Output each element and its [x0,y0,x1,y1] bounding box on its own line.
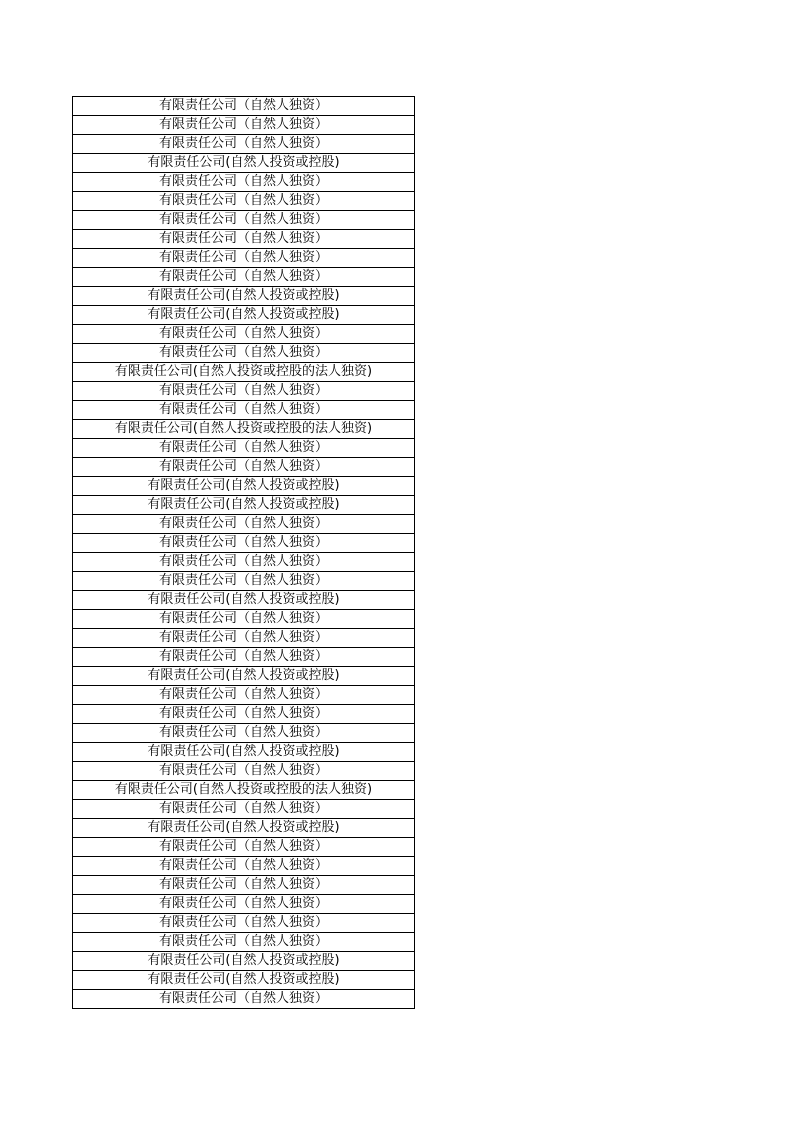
table-row [73,363,415,382]
company-type-cell: 有限责任公司(自然人投资或控股的法人独资) [73,420,415,439]
table-row [73,268,415,287]
table-row [73,477,415,496]
table-row [73,135,415,154]
table-row [73,914,415,933]
company-type-cell: 有限责任公司（自然人独资） [73,116,415,135]
company-type-cell: 有限责任公司（自然人独资） [73,515,415,534]
table-row [73,553,415,572]
company-type-cell: 有限责任公司(自然人投资或控股) [73,496,415,515]
company-type-cell: 有限责任公司(自然人投资或控股) [73,952,415,971]
company-type-cell: 有限责任公司（自然人独资） [73,458,415,477]
company-type-table [72,96,415,1009]
table-row [73,781,415,800]
table-row [73,458,415,477]
company-type-cell: 有限责任公司（自然人独资） [73,895,415,914]
company-type-cell: 有限责任公司（自然人独资） [73,686,415,705]
company-type-cell: 有限责任公司（自然人独资） [73,762,415,781]
company-type-cell: 有限责任公司(自然人投资或控股) [73,591,415,610]
table-row [73,211,415,230]
table-row [73,933,415,952]
table-row [73,610,415,629]
table-row [73,515,415,534]
company-type-cell: 有限责任公司（自然人独资） [73,135,415,154]
company-type-cell: 有限责任公司（自然人独资） [73,401,415,420]
table-row [73,382,415,401]
table-row [73,325,415,344]
table-row [73,154,415,173]
company-type-cell: 有限责任公司（自然人独资） [73,268,415,287]
table-row [73,705,415,724]
table-row [73,819,415,838]
company-type-cell: 有限责任公司（自然人独资） [73,97,415,116]
table-row [73,743,415,762]
table-row [73,116,415,135]
table-row [73,667,415,686]
table-row [73,306,415,325]
table-row [73,648,415,667]
company-type-cell: 有限责任公司（自然人独资） [73,857,415,876]
company-type-cell: 有限责任公司（自然人独资） [73,572,415,591]
company-type-cell: 有限责任公司（自然人独资） [73,610,415,629]
table-row [73,724,415,743]
company-type-cell: 有限责任公司（自然人独资） [73,724,415,743]
company-type-cell: 有限责任公司(自然人投资或控股) [73,971,415,990]
company-type-cell: 有限责任公司(自然人投资或控股的法人独资) [73,781,415,800]
table-row [73,838,415,857]
company-type-cell: 有限责任公司(自然人投资或控股) [73,743,415,762]
table-row [73,249,415,268]
table-row [73,800,415,819]
company-type-cell: 有限责任公司（自然人独资） [73,534,415,553]
table-row [73,895,415,914]
table-row [73,230,415,249]
company-type-cell: 有限责任公司(自然人投资或控股) [73,819,415,838]
table-row [73,496,415,515]
table-row [73,439,415,458]
company-type-cell: 有限责任公司（自然人独资） [73,800,415,819]
table-row [73,420,415,439]
company-type-cell: 有限责任公司（自然人独资） [73,914,415,933]
table-row [73,629,415,648]
table-row [73,686,415,705]
table-row [73,876,415,895]
company-type-cell: 有限责任公司（自然人独资） [73,648,415,667]
company-type-cell: 有限责任公司(自然人投资或控股的法人独资) [73,363,415,382]
company-type-cell: 有限责任公司（自然人独资） [73,211,415,230]
company-type-cell: 有限责任公司（自然人独资） [73,249,415,268]
company-type-cell: 有限责任公司（自然人独资） [73,344,415,363]
table-row [73,952,415,971]
company-type-cell: 有限责任公司（自然人独资） [73,439,415,458]
table-row [73,97,415,116]
company-type-cell: 有限责任公司（自然人独资） [73,230,415,249]
company-type-cell: 有限责任公司（自然人独资） [73,838,415,857]
company-type-cell: 有限责任公司（自然人独资） [73,705,415,724]
company-type-cell: 有限责任公司（自然人独资） [73,876,415,895]
company-type-cell: 有限责任公司(自然人投资或控股) [73,667,415,686]
table-row [73,287,415,306]
company-type-cell: 有限责任公司(自然人投资或控股) [73,477,415,496]
company-type-cell: 有限责任公司（自然人独资） [73,325,415,344]
company-type-cell: 有限责任公司（自然人独资） [73,990,415,1009]
company-type-cell: 有限责任公司（自然人独资） [73,629,415,648]
company-type-cell: 有限责任公司（自然人独资） [73,553,415,572]
company-type-cell: 有限责任公司(自然人投资或控股) [73,306,415,325]
table-row [73,401,415,420]
table-row [73,990,415,1009]
table-row [73,857,415,876]
table-row [73,534,415,553]
table-row [73,971,415,990]
company-type-cell: 有限责任公司（自然人独资） [73,192,415,211]
table-row [73,591,415,610]
table-row [73,173,415,192]
company-type-cell: 有限责任公司（自然人独资） [73,933,415,952]
company-type-cell: 有限责任公司（自然人独资） [73,173,415,192]
table-row [73,572,415,591]
table-row [73,344,415,363]
company-type-cell: 有限责任公司(自然人投资或控股) [73,154,415,173]
company-type-cell: 有限责任公司(自然人投资或控股) [73,287,415,306]
table-row [73,762,415,781]
table-body [73,97,415,1009]
company-type-cell: 有限责任公司（自然人独资） [73,382,415,401]
table-row [73,192,415,211]
